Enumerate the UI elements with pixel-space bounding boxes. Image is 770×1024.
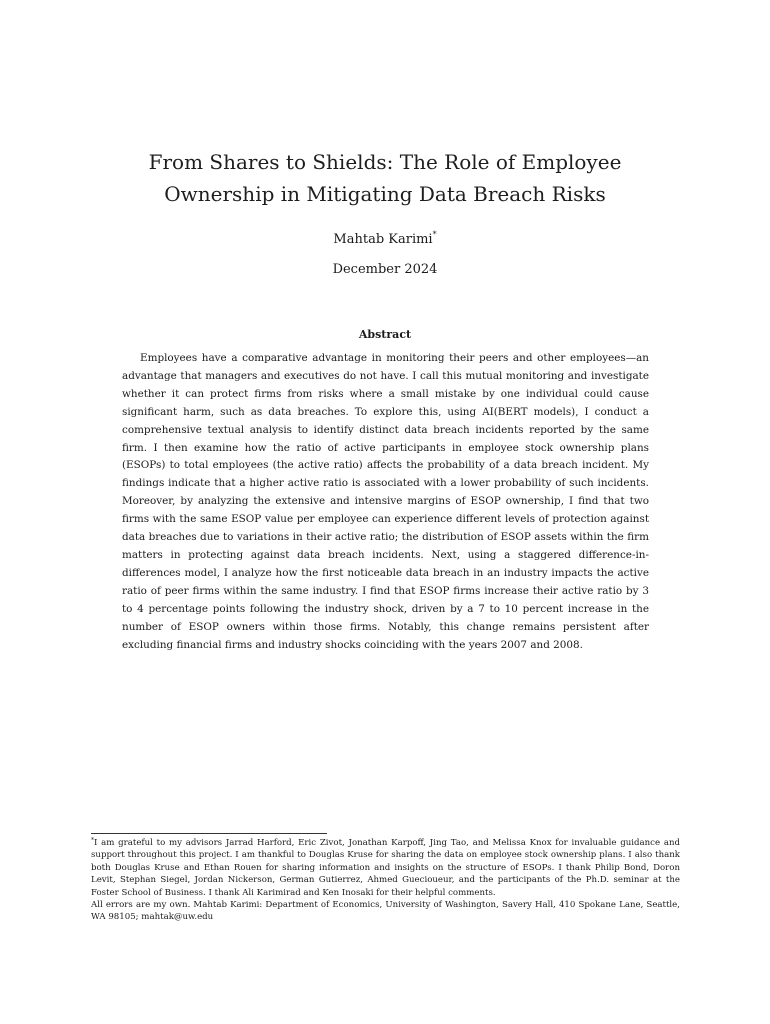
author-footnote-mark: * (432, 230, 437, 239)
paper-date: December 2024 (332, 262, 438, 277)
footnote-acknowledgments-text: I am grateful to my advisors Jarrad Harford, Eric Zivot, Jonathan Karpoff, Jing Tao, and Melissa Knox for invaluable guidance and support throughout this project. I am thankful to Douglas Kruse for sharing the data on employee stock ownership plans. I also thank both Douglas Kruse and Ethan Rouen for sharing information and insights on the structure of ESOPs. I thank Philip Bond, Doron Levit, Stephan Siegel, Jordan Nickerson, German Gutierrez, Ahmed Guecioueur, and the participants of the Ph.D. seminar at the Foster School of Business. I thank Ali Karimirad and Ken Inosaki for their helpful comments. (91, 838, 680, 898)
abstract-heading: Abstract (358, 328, 412, 341)
paper-title: From Shares to Shields: The Role of Employee Ownership in Mitigating Data Breach Risks (148, 150, 622, 206)
footnote-acknowledgments (91, 837, 680, 899)
footnote (91, 837, 680, 924)
author-name: Mahtab Karimi (333, 232, 433, 247)
abstract-text: Employees have a comparative advantage in monitoring their peers and other employees—an advantage that managers and executives do not have. I call this mutual monitoring and investigate whether it can protect firms from risks where a small mistake by one individual could cause significant harm, such as data breaches. To explore this, using AI(BERT models), I conduct a comprehensive textual analysis to identify distinct data breach incidents reported by the same firm. I then examine how the ratio of active participants in employee stock ownership plans (ESOPs) to total employees (the active ratio) affects the probability of a data breach incident. My findings indicate that a higher active ratio is associated with a lower probability of such incidents. Moreover, by analyzing the extensive and intensive margins of ESOP ownership, I find that two firms with the same ESOP value per employee can experience different levels of protection against data breaches due to variations in their active ratio; the distribution of ESOP assets within the firm matters in protecting against data breach incidents. Next, using a staggered difference-in-differences model, I analyze how the first noticeable data breach in an industry impacts the active ratio of peer firms within the same industry. I find that ESOP firms increase their active ratio by 3 to 4 percentage points following the industry shock, driven by a 7 to 10 percent increase in the number of ESOP owners within those firms. Notably, this change remains persistent after excluding financial firms and industry shocks coinciding with the years 2007 and 2008. (122, 352, 649, 651)
author-line (0, 232, 770, 248)
footnote-divider (91, 833, 327, 834)
footnote-mark: * (91, 837, 94, 844)
footnote-contact: All errors are my own. Mahtab Karimi: Department of Economics, University of Washington, Savery Hall, 410 Spokane Lane, Seattle, WA 98105; mahtak@uw.edu (91, 900, 680, 923)
